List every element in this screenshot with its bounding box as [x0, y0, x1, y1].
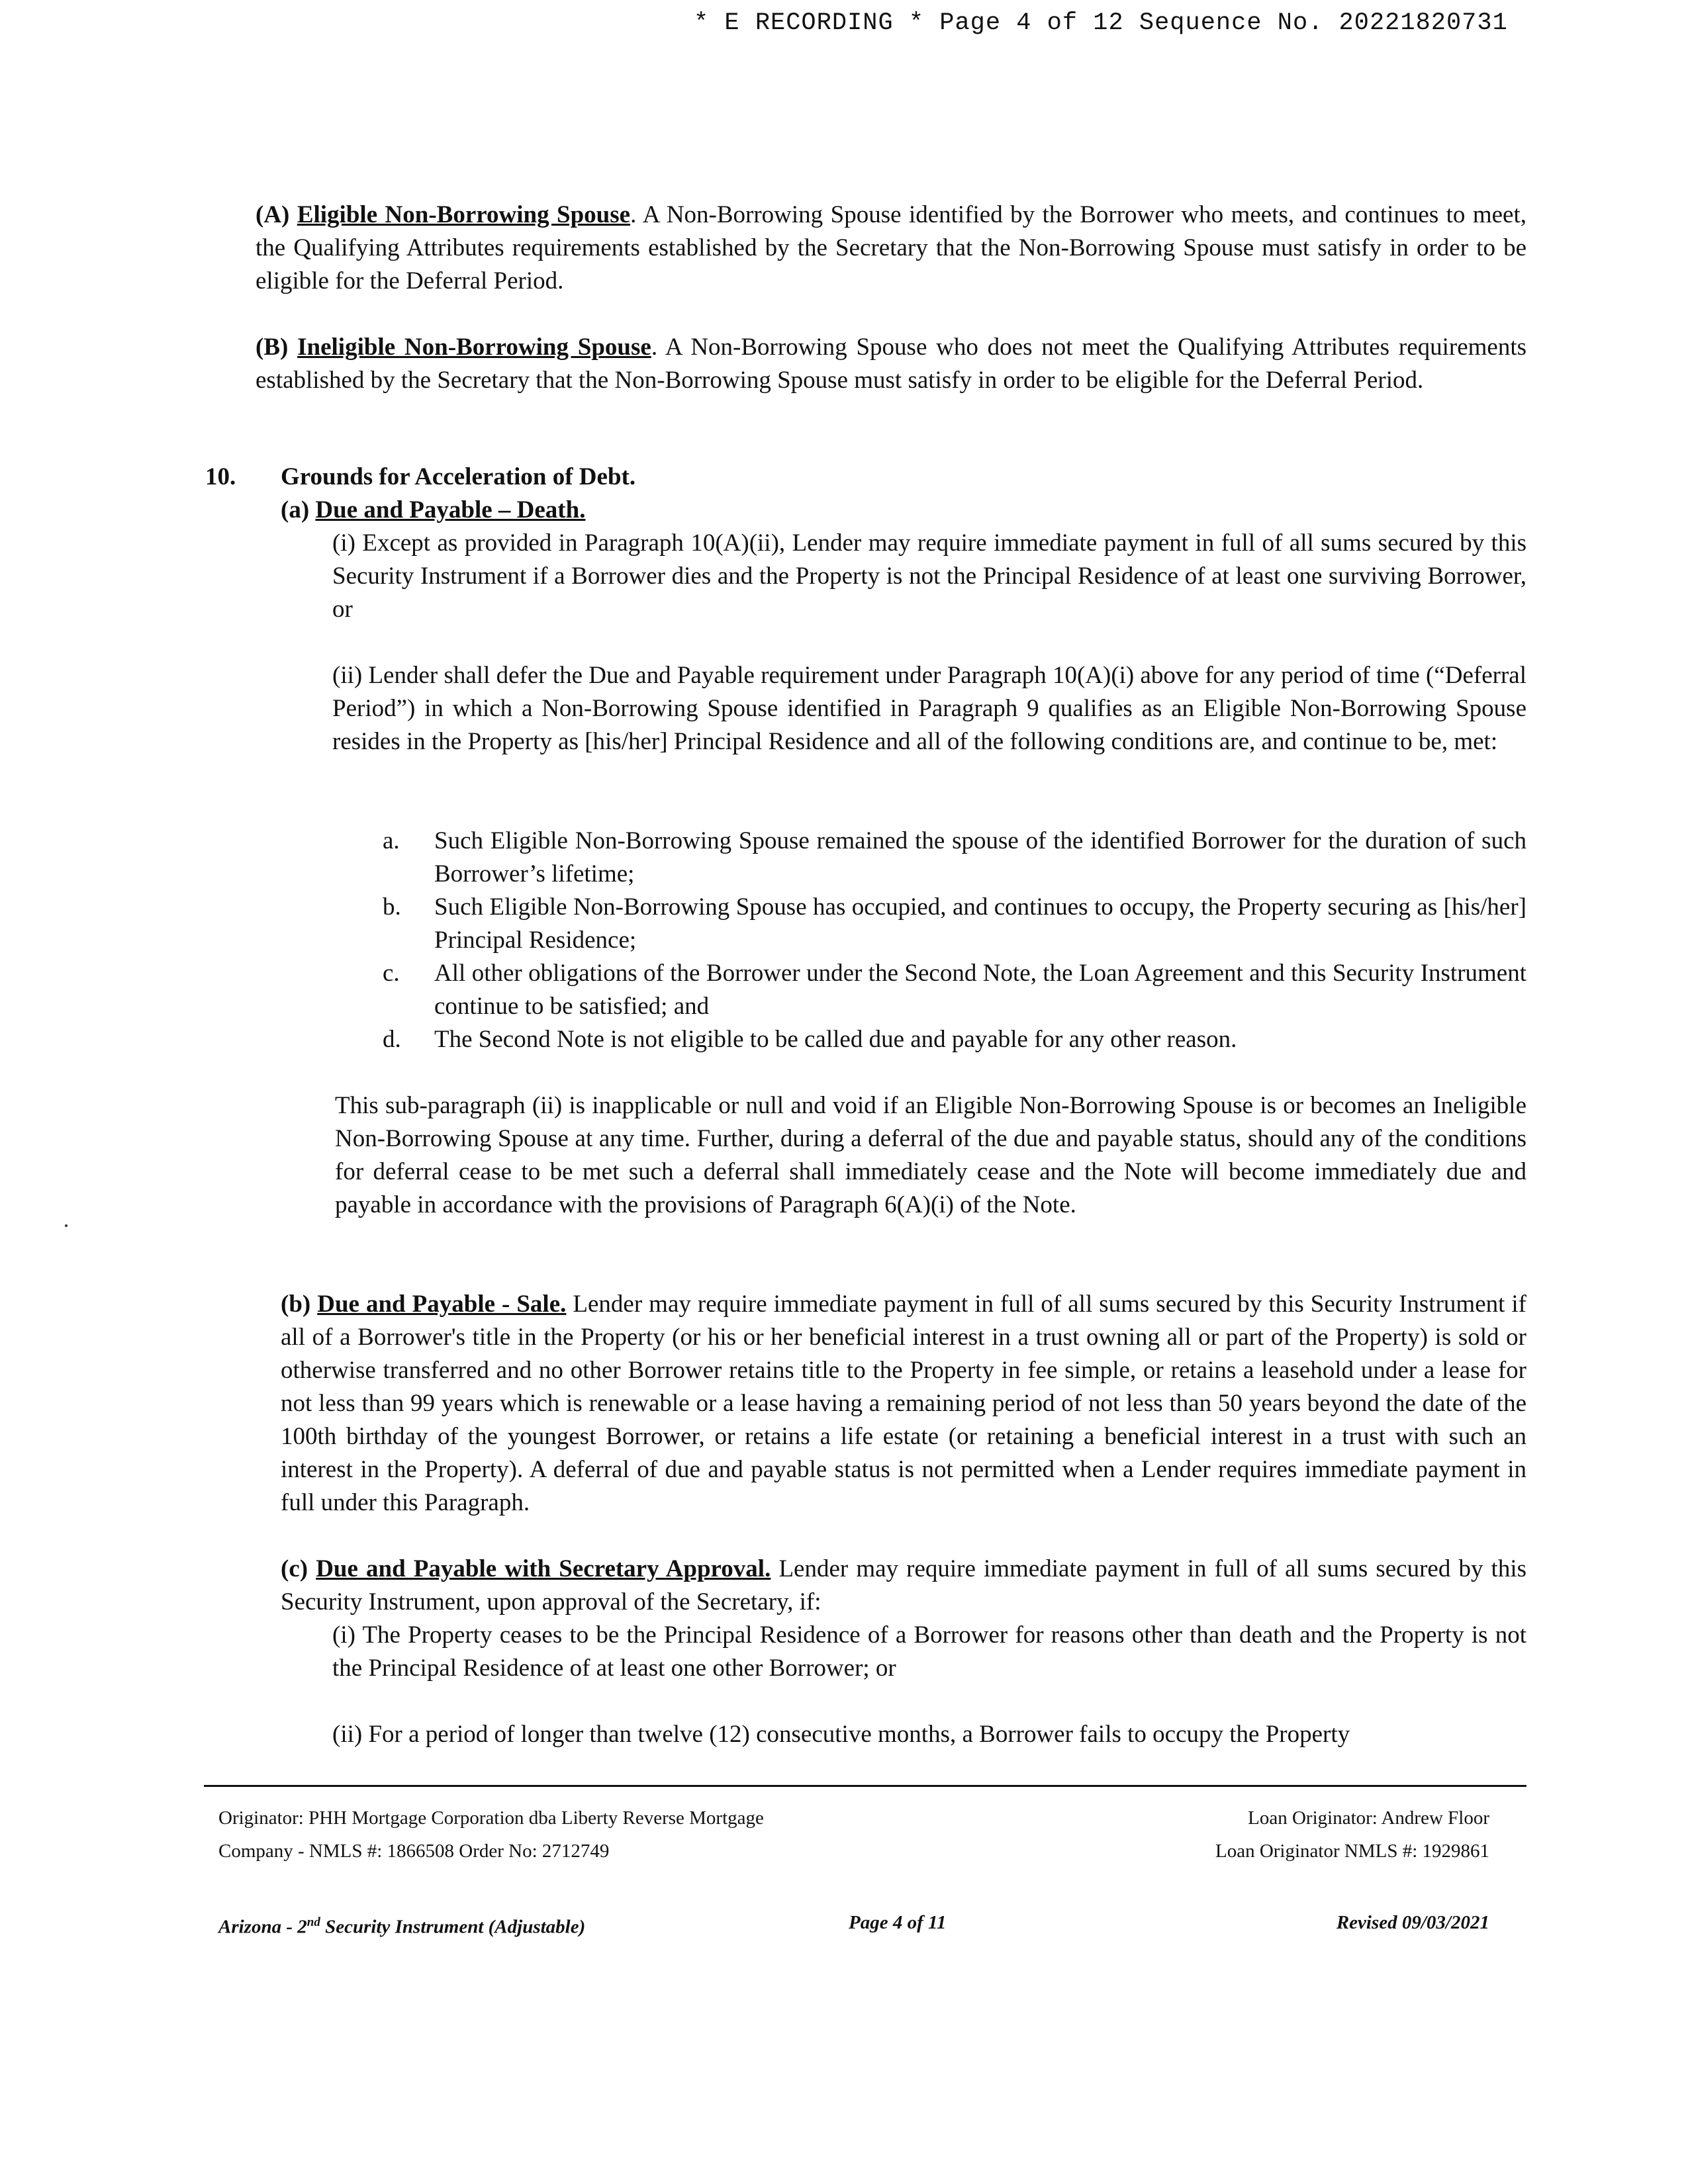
footer-page-number: Page 4 of 11: [849, 1912, 947, 1933]
scan-artifact-dot: [65, 1224, 68, 1227]
sub-c-item-ii: (ii) For a period of longer than twelve (12) consecutive months, a Borrower fails to occupy the Property: [332, 1721, 1350, 1748]
sub-a-heading-line: [281, 494, 1525, 527]
para-b-label: (B): [256, 334, 289, 361]
sub-a-item-i: (i) Except as provided in Paragraph 10(A)(ii), Lender may require immediate payment in full of all sums secured by this Security Instrument if a Borrower dies and the Property is not the Principal Residence of at least one surviving Borrower, or: [332, 529, 1526, 623]
para-b-heading: Ineligible Non-Borrowing Spouse: [297, 334, 651, 361]
sub-b-label: (b): [281, 1291, 311, 1318]
footer-revised-date: Revised 09/03/2021: [1336, 1912, 1489, 1933]
para-b-text: . A Non-Borrowing Spouse who does not meet the Qualifying Attributes requirements established by the Secretary that the Non-Borrowing Spouse must satisfy in order to be eligible for the Deferral Period.: [256, 334, 1527, 394]
footer-divider: [204, 1785, 1526, 1787]
sub-b-heading: Due and Payable - Sale.: [317, 1291, 567, 1318]
section-10-title: Grounds for Acceleration of Debt.: [281, 463, 636, 490]
sub-c-heading: Due and Payable with Secretary Approval.: [316, 1555, 771, 1582]
footer-loan-originator-nmls: Loan Originator NMLS #: 1929861: [1215, 1841, 1489, 1862]
sub-c-text: Lender may require immediate payment in full of all sums secured by this Security Instrument, upon approval of the Secretary, if:: [281, 1555, 1527, 1615]
footer-originator-line1: Originator: PHH Mortgage Corporation dba Liberty Reverse Mortgage: [218, 1807, 764, 1829]
footer-form-name: [218, 1906, 585, 1944]
sub-c-label: (c): [281, 1555, 308, 1582]
para-a-label: (A): [256, 201, 290, 228]
sub-a-heading: Due and Payable – Death.: [315, 496, 586, 523]
paragraph-eligible-spouse: [256, 199, 1526, 298]
para-a-heading: Eligible Non-Borrowing Spouse: [297, 201, 631, 228]
sub-a-label: (a): [281, 496, 310, 523]
footer-originator-line2: Company - NMLS #: 1866508 Order No: 2712749: [218, 1841, 610, 1862]
footer-form-name-post: Security Instrument (Adjustable): [320, 1916, 586, 1938]
footer-loan-originator: Loan Originator: Andrew Floor: [1248, 1807, 1489, 1829]
condition-c-marker: c.: [383, 960, 400, 987]
condition-b-marker: b.: [383, 893, 401, 921]
paragraph-ineligible-spouse: [256, 331, 1526, 397]
footer-form-name-pre: Arizona - 2: [218, 1916, 307, 1938]
sub-c-item-i: (i) The Property ceases to be the Principal Residence of a Borrower for reasons other than death and the Property is not the Principal Residence of at least one other Borrower; or: [332, 1621, 1526, 1682]
sub-b-paragraph: [281, 1288, 1526, 1520]
condition-c-text: All other obligations of the Borrower under the Second Note, the Loan Agreement and this Security Instrument continue to be satisfied; and: [434, 960, 1526, 1020]
condition-b-text: Such Eligible Non-Borrowing Spouse has occupied, and continues to occupy, the Property securing as [his/her] Principal Residence;: [434, 893, 1526, 954]
recording-header: * E RECORDING * Page 4 of 12 Sequence No. 20221820731: [694, 9, 1508, 37]
condition-d-marker: d.: [383, 1026, 401, 1053]
sub-c-paragraph: [281, 1553, 1526, 1619]
section-10-number: 10.: [205, 463, 236, 490]
condition-a-marker: a.: [383, 827, 400, 854]
sub-a-item-ii: (ii) Lender shall defer the Due and Payable requirement under Paragraph 10(A)(i) above for any period of time (“Deferral Period”) in which a Non-Borrowing Spouse identified in Paragraph 9 qualifies as an Eligible Non-Borrowing Spouse resides in the Property as [his/her] Principal Residence and all of the following conditions are, and continue to be, met:: [332, 662, 1526, 755]
condition-a-text: Such Eligible Non-Borrowing Spouse remained the spouse of the identified Borrower for the duration of such Borrower’s lifetime;: [434, 827, 1526, 887]
para-a-text: . A Non-Borrowing Spouse identified by the Borrower who meets, and continues to meet, the Qualifying Attributes requirements established by the Secretary that the Non-Borrowing Spouse must satisfy in order to be eligible for the Deferral Period.: [256, 201, 1527, 295]
footer-form-name-sup: nd: [306, 1915, 320, 1929]
sub-b-text: Lender may require immediate payment in full of all sums secured by this Security Instrument if all of a Borrower's title in the Property (or his or her beneficial interest in a trust owning all or part of the Property) is sold or otherwise transferred and no other Borrower retains title to the Property in fee simple, or retains a leasehold under a lease for not less than 99 years which is renewable or a lease having a remaining period of not less than 50 years beyond the date of the 100th birthday of the youngest Borrower, or retains a life estate (or retaining a beneficial interest in a trust with such an interest in the Property). A deferral of due and payable status is not permitted when a Lender requires immediate payment in full under this Paragraph.: [281, 1291, 1526, 1516]
sub-a-closing: This sub-paragraph (ii) is inapplicable or null and void if an Eligible Non-Borrowing Spouse is or becomes an Ineligible Non-Borrowing Spouse at any time. Further, during a deferral of the due and payable status, should any of the conditions for deferral cease to be met such a deferral shall immediately cease and the Note will become immediately due and payable in accordance with the provisions of Paragraph 6(A)(i) of the Note.: [335, 1092, 1526, 1218]
condition-d-text: The Second Note is not eligible to be called due and payable for any other reason.: [434, 1026, 1237, 1053]
